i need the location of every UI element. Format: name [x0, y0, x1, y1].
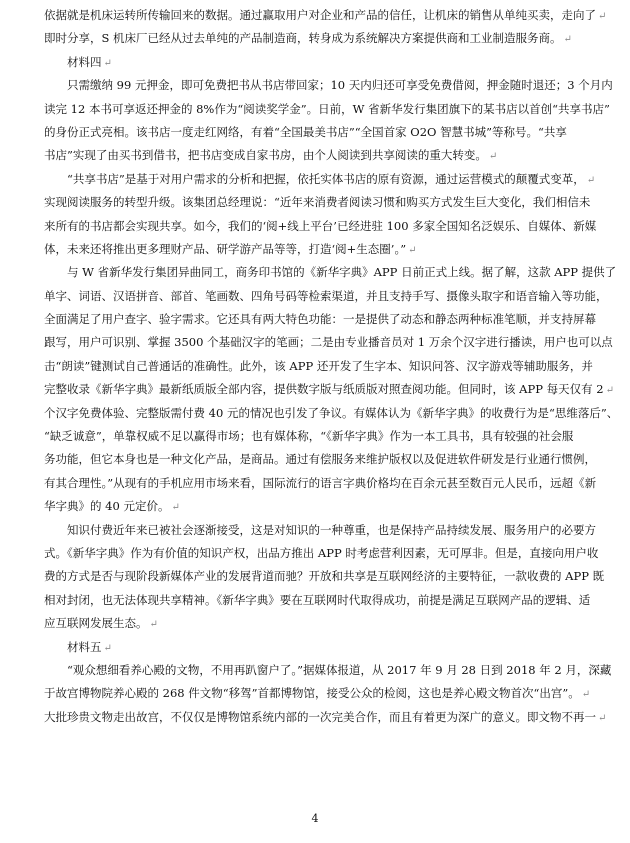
line-text: 个汉字免费体验、完整版需付费 40 元的情况也引发了争议。有媒体认为《新华字典》的收费行为是“思维落后”、 — [44, 405, 619, 420]
text-line — [44, 402, 619, 425]
text-line — [44, 355, 602, 378]
paragraph-mark: ↵ — [408, 244, 417, 256]
text-line — [44, 448, 602, 471]
text-line — [44, 261, 617, 284]
paragraph-mark: ↵ — [598, 11, 607, 22]
text-line — [44, 706, 607, 729]
text-line — [44, 378, 614, 401]
line-text: 于故宫博物院养心殿的 268 件文物“移驾”首都博物馆，接受公众的检阅，这也是养心殿文物首次“出宫”。 — [44, 686, 580, 701]
line-text: 式。《新华字典》作为有价值的知识产权，出品方推出 APP 时考虑营利因素，无可厚非。但是，直接向用户收 — [44, 545, 599, 560]
text-line — [44, 121, 602, 144]
line-text: 全面满足了用户查字、验字需求。它还具有两大特色功能：一是提供了动态和静态两种标准笔顺，并支持屏幕 — [44, 312, 596, 327]
line-text: 相对封闭，也无法体现共享精神。《新华字典》要在互联网时代取得成功，前提是满足互联网产品的逻辑、适 — [44, 592, 591, 607]
paragraph-mark: ↵ — [171, 502, 180, 514]
text-line — [44, 495, 602, 518]
page-number: 4 — [311, 812, 319, 825]
text-line — [44, 682, 602, 705]
text-line — [44, 542, 602, 565]
line-text: 的身份正式亮相。该书店一度走红网络，有着“全国最美书店”“全国首家 O2O 智慧书城”等称号。“共享 — [44, 124, 567, 139]
text-line — [44, 331, 613, 354]
line-text: 书店”实现了由买书到借书，把书店变成自家书房，由个人阅读到共享阅读的重大转变。 — [44, 148, 487, 163]
line-text: 材料五 — [67, 639, 102, 654]
line-text: 华字典》的 40 元定价。 — [44, 499, 170, 514]
line-text: 完整收录《新华字典》最新纸质版全部内容，提供数字版与纸质版对照查阅功能。但同时，该 APP 每天仅有 2 — [44, 382, 604, 397]
text-line — [44, 565, 605, 588]
paragraph-mark: ↵ — [488, 151, 498, 163]
paragraph-mark: ↵ — [581, 689, 591, 701]
text-line — [44, 612, 602, 635]
text-line — [44, 215, 602, 238]
text-line — [44, 308, 602, 331]
text-line — [44, 51, 602, 74]
text-line — [44, 659, 612, 682]
line-text: 大批珍贵文物走出故宫，不仅仅是博物馆系统内部的一次完美合作，而且有着更为深广的意义。即文物不再一 — [44, 709, 596, 724]
line-text: 与 W 省新华发行集团异曲同工，商务印书馆的《新华字典》APP 日前正式上线。据了解，这款 APP 提供了 — [67, 265, 617, 280]
text-line — [44, 4, 607, 27]
paragraph-mark: ↵ — [149, 619, 158, 631]
text-line — [44, 519, 602, 542]
line-text: 跟写，用户可识别、掌握 3500 个基础汉字的笔画；二是由专业播音员对 1 万余个汉字进行播读，用户也可以点 — [44, 335, 613, 350]
line-text: 务功能，但它本身也是一种文化产品，是商品。通过有偿服务来维护版权以及促进软件研发是行业通行惯例， — [44, 452, 596, 467]
line-text: “缺乏诚意”，单靠权威不足以赢得市场；也有媒体称，“《新华字典》作为一本工具书，具有较强的社会服 — [44, 429, 574, 444]
line-text: 单字、词语、汉语拼音、部首、笔画数、四角号码等检索渠道，并且支持手写、摄像头取字和语音输入等功能， — [44, 288, 608, 303]
line-text: 知识付费近年来已被社会逐渐接受，这是对知识的一种尊重，也是保持产品持续发展、服务用户的必要方 — [67, 522, 596, 537]
line-text: 依据就是机床运转所传输回来的数据。通过赢取用户对企业和产品的信任，让机床的销售从单纯买卖，走向了 — [44, 8, 596, 22]
text-line — [44, 27, 602, 50]
text-line — [44, 425, 602, 448]
text-line — [44, 636, 602, 659]
line-text: 应互联网发展生态。 — [44, 616, 148, 631]
paragraph-mark: ↵ — [103, 57, 112, 69]
line-text: “观众想细看养心殿的文物，不用再趴窗户了。”据媒体报道，从 2017 年 9 月 28 日到 2018 年 2 月，深藏 — [67, 662, 612, 677]
paragraph-mark: ↵ — [605, 385, 614, 397]
text-line — [44, 74, 613, 97]
line-text: 实现阅读服务的转型升级。该集团总经理说：“近年来消费者阅读习惯和购买方式发生巨大变化，我们相信未 — [44, 195, 591, 210]
document-body — [44, 4, 619, 729]
text-line — [44, 285, 608, 308]
paragraph-mark: ↵ — [586, 174, 596, 186]
line-text: 有其合理性。”从现有的手机应用市场来看，国际流行的语言字典价格均在百余元甚至数百元人民币，远超《新 — [44, 475, 597, 490]
line-text: 读完 12 本书可享返还押金的 8%作为“阅读奖学金”。日前，W 省新华发行集团旗下的某书店以首创“共享书店” — [44, 101, 610, 116]
text-line — [44, 472, 602, 495]
text-line — [44, 238, 602, 261]
line-text: 只需缴纳 99 元押金，即可免费把书从书店带回家；10 天内归还可享受免费借阅，押金随时退还；3 个月内 — [67, 78, 613, 93]
paragraph-mark: ↵ — [563, 34, 572, 46]
line-text: 击“朗读”键测试自己普通话的准确性。此外，该 APP 还开发了生字本、知识问答、汉字游戏等辅助服务，并 — [44, 358, 593, 373]
text-line — [44, 168, 602, 191]
text-line — [44, 589, 602, 612]
paragraph-mark: ↵ — [598, 712, 607, 724]
line-text: 即时分享，S 机床厂已经从过去单纯的产品制造商，转身成为系统解决方案提供商和工业制造服务商。 — [44, 31, 562, 46]
text-line — [44, 191, 602, 214]
line-text: 来所有的书店都会实现共享。如今，我们的‘阅+线上平台’已经进驻 100 多家全国知名泛娱乐、自媒体、新媒 — [44, 218, 597, 233]
line-text: 材料四 — [67, 54, 102, 69]
line-text: 体，未来还将推出更多理财产品、研学游产品等等，打造‘阅+生态圈’。” — [44, 241, 407, 256]
paragraph-mark: ↵ — [103, 642, 112, 654]
text-line — [44, 144, 602, 167]
text-line — [44, 98, 610, 121]
line-text: “共享书店”是基于对用户需求的分析和把握，依托实体书店的原有资源，通过运营模式的颠覆式变革， — [67, 171, 585, 186]
line-text: 费的方式是否与现阶段新媒体产业的发展背道而驰？开放和共享是互联网经济的主要特征，一款收费的 APP 既 — [44, 569, 605, 584]
